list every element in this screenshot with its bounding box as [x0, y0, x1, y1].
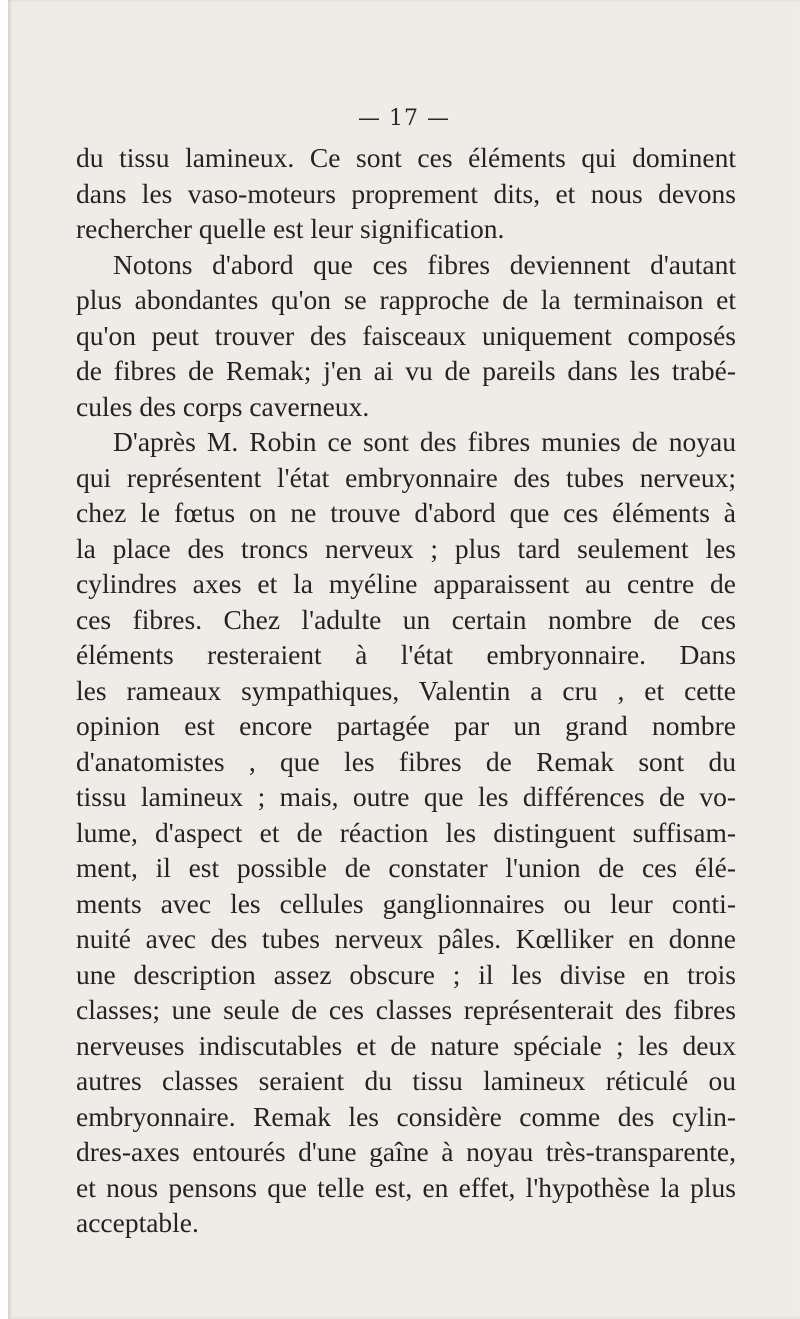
text-line: éléments resteraient à l'état embryonnaire. Dans	[76, 639, 736, 670]
text-line: la place des troncs nerveux ; plus tard seulement les	[76, 532, 736, 564]
paragraph	[76, 140, 736, 247]
text-line: ments avec les cellules ganglionnaires ou leur conti-	[76, 887, 736, 919]
text-line: les rameaux sympathiques, Valentin a cru , et cette	[76, 674, 736, 706]
text-line: de fibres de Remak; j'en ai vu de pareils dans les trabé-	[76, 355, 736, 386]
text-line: D'après M. Robin ce sont des fibres munies de noyau	[113, 426, 736, 457]
text-line: qu'on peut trouver des faisceaux uniquement composés	[76, 319, 736, 351]
text-line: ment, il est possible de constater l'union de ces élé-	[76, 852, 736, 883]
paragraph	[76, 247, 736, 425]
text-line: classes; une seule de ces classes représenterait des fibres	[76, 994, 736, 1025]
text-line: dans les vaso-moteurs proprement dits, et nous devons	[76, 177, 736, 209]
text-line: acceptable.	[76, 1207, 199, 1238]
body-text	[76, 140, 736, 1241]
text-line: cylindres axes et la myéline apparaissent au centre de	[76, 568, 736, 599]
text-line: ces fibres. Chez l'adulte un certain nombre de ces	[76, 603, 736, 635]
text-line: du tissu lamineux. Ce sont ces éléments qui dominent	[76, 142, 736, 173]
text-line: opinion est encore partagée par un grand nombre	[76, 710, 736, 741]
book-page	[8, 0, 800, 1319]
text-line: plus abondantes qu'on se rapproche de la terminaison et	[76, 284, 736, 315]
text-line: et nous pensons que telle est, en effet, l'hypothèse la plus	[76, 1171, 736, 1203]
page-number: — 17 —	[358, 106, 450, 131]
paragraph	[76, 424, 736, 1241]
text-line: qui représentent l'état embryonnaire des tubes nerveux;	[76, 461, 736, 493]
text-line: tissu lamineux ; mais, outre que les différences de vo-	[76, 781, 736, 812]
text-line: d'anatomistes , que les fibres de Remak sont du	[76, 745, 736, 777]
text-line: lume, d'aspect et de réaction les distinguent suffisam-	[76, 816, 736, 848]
text-line: nerveuses indiscutables et de nature spéciale ; les deux	[76, 1029, 736, 1061]
text-line: chez le fœtus on ne trouve d'abord que ces éléments à	[76, 497, 736, 528]
text-line: autres classes seraient du tissu lamineux réticulé ou	[76, 1065, 736, 1096]
text-line: cules des corps caverneux.	[76, 390, 370, 422]
text-line: embryonnaire. Remak les considère comme des cylin-	[76, 1100, 736, 1132]
text-line: Notons d'abord que ces fibres deviennent d'autant	[113, 248, 736, 280]
text-line: nuité avec des tubes nerveux pâles. Kœlliker en donne	[76, 923, 736, 954]
text-line: dres-axes entourés d'une gaîne à noyau très-transparente,	[76, 1136, 736, 1167]
text-line: une description assez obscure ; il les divise en trois	[76, 958, 736, 990]
text-line: rechercher quelle est leur signification.	[76, 213, 505, 244]
